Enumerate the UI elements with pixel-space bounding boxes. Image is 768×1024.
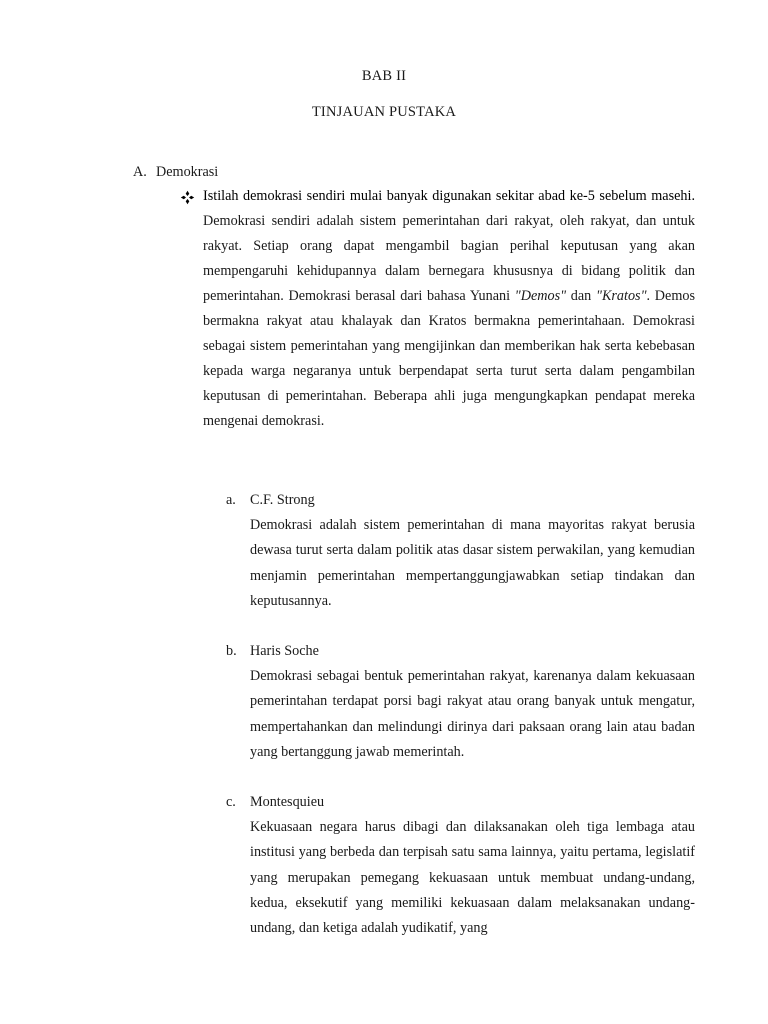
intro-text-part2: . Demos bermakna rakyat atau khalayak dan Kratos bermakna pemerintahaan. Demokrasi sebagai sistem pemerintahan yang mengijinkan dan memberikan hak serta kebebasan kepada warga negaranya untuk berpendapat serta turut serta dalam pengambilan keputusan di pemerintahan. Beberapa ahli juga mengungkapkan pendapat mereka mengenai demokrasi.	[203, 288, 695, 429]
item-name: C.F. Strong	[250, 492, 315, 508]
intro-text-part1: Demokrasi sendiri adalah sistem pemerintahan dari rakyat, oleh rakyat, dan untuk rakyat. Setiap orang dapat mengambil bagian perihal keputusan yang akan mempengaruhi kehidupannya dalam bernegara khususnya di bidang politik dan pemerintahan. Demokrasi berasal dari bahasa Yunani	[203, 213, 695, 304]
chapter-heading: BAB II	[361, 68, 407, 84]
item-definition: Kekuasaan negara harus dibagi dan dilaksanakan oleh tiga lembaga atau institusi yang berbeda dan terpisah satu sama lainnya, yaitu pertama, legislatif yang merupakan pemegang kekuasaan untuk membuat undang-undang, kedua, eksekutif yang memiliki kekuasaan dalam melaksanakan undang-undang, dan ketiga adalah yudikatif, yang	[250, 819, 695, 937]
item-label: b.	[226, 643, 237, 659]
intro-paragraph	[203, 184, 695, 434]
item-label: c.	[226, 794, 236, 810]
item-name: Haris Soche	[250, 643, 319, 659]
section-marker: A.	[133, 164, 147, 180]
item-label: a.	[226, 492, 236, 508]
intro-connector: dan	[566, 288, 596, 304]
item-name: Montesquieu	[250, 794, 325, 810]
item-definition: Demokrasi adalah sistem pemerintahan di mana mayoritas rakyat berusia dewasa turut serta dalam politik atas dasar sistem perwakilan, yang kemudian menjamin pemerintahan mempertanggungjawabkan setiap tindakan dan keputusannya.	[250, 517, 695, 609]
intro-lead-sentence: Istilah demokrasi sendiri mulai banyak digunakan sekitar abad ke-5 sebelum masehi.	[203, 188, 695, 204]
item-definition: Demokrasi sebagai bentuk pemerintahan rakyat, karenanya dalam kekuasaan pemerintahan terdapat porsi bagi rakyat atau orang banyak untuk mengatur, mempertahankan dan melindungi dirinya dari paksaan orang lain atau badan yang bertanggung jawab memerintah.	[250, 668, 695, 760]
intro-term-kratos: "Kratos"	[595, 288, 647, 304]
diamond-bullet-icon	[180, 190, 195, 205]
section-heading	[133, 164, 218, 181]
chapter-title: TINJAUAN PUSTAKA	[311, 104, 457, 120]
section-title: Demokrasi	[156, 164, 219, 180]
intro-term-demos: "Demos"	[514, 288, 567, 304]
